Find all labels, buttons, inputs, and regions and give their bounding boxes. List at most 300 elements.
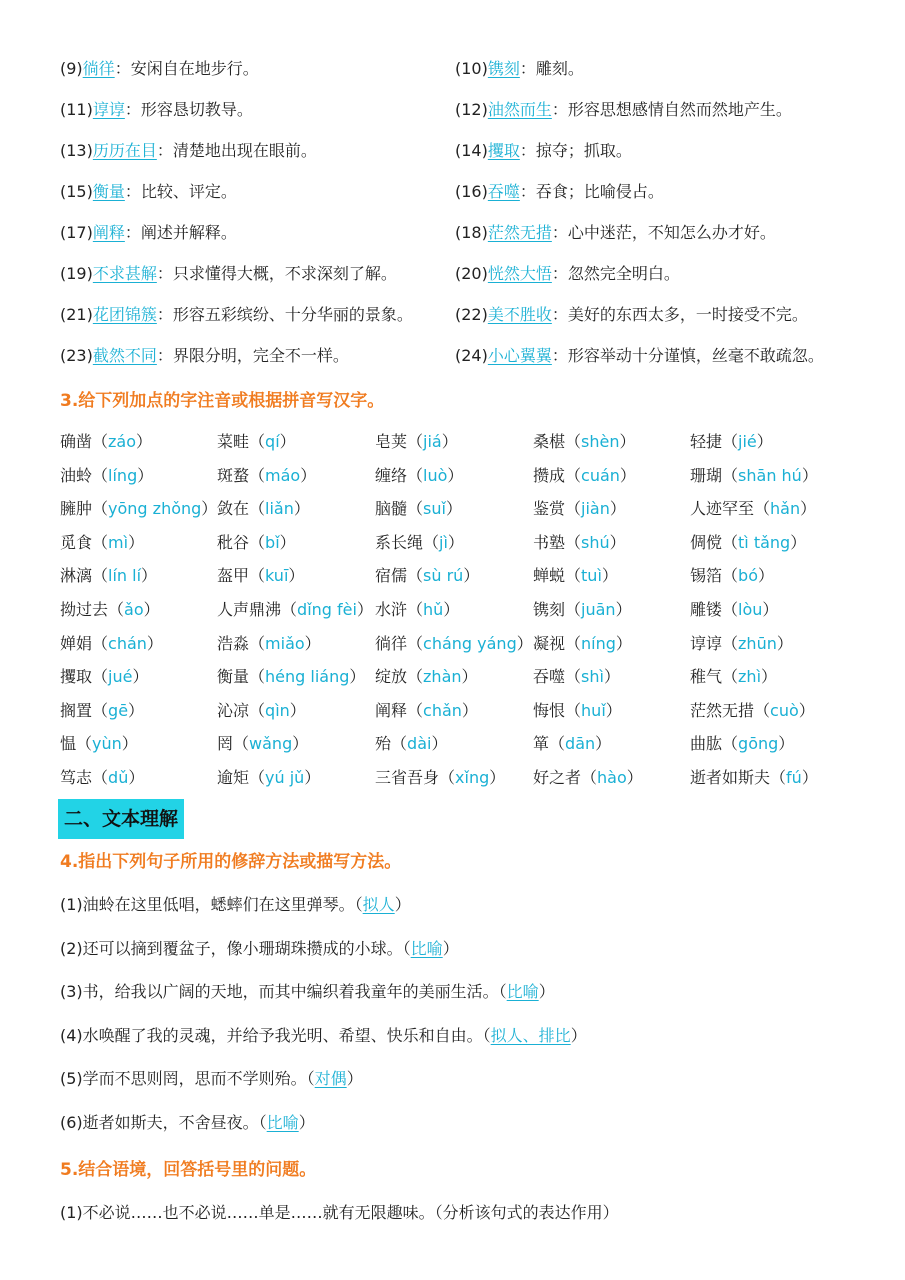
vocab-term: 花团锦簇 <box>92 305 157 324</box>
pinyin-answer: yōng zhǒng <box>108 499 202 519</box>
vocab-item <box>60 341 349 371</box>
open-paren: （ <box>754 700 771 720</box>
open-paren: （ <box>722 566 739 586</box>
open-paren: （ <box>249 700 266 720</box>
close-paren: ） <box>137 465 154 485</box>
open-paren: （ <box>92 700 109 720</box>
pinyin-item <box>690 427 773 457</box>
close-paren: ） <box>146 633 163 653</box>
open-paren: （ <box>108 600 125 619</box>
close-paren: ） <box>300 465 317 485</box>
pinyin-answer: huǐ <box>581 700 606 720</box>
pinyin-item <box>217 528 296 558</box>
pinyin-item <box>217 629 321 659</box>
open-paren: （ <box>770 768 787 787</box>
pinyin-item <box>60 662 148 692</box>
open-paren: （ <box>92 532 109 552</box>
open-paren: （ <box>281 600 298 619</box>
pinyin-row <box>60 763 860 793</box>
pinyin-answer: fú <box>786 768 802 787</box>
open-paren: （ <box>249 465 266 485</box>
word: 曲肱 <box>690 734 723 754</box>
word: 秕谷 <box>217 532 250 552</box>
word: 悔恨 <box>533 700 566 720</box>
word: 皂荚 <box>375 432 408 451</box>
open-paren: （ <box>249 566 266 586</box>
vocab-term: 镌刻 <box>487 59 520 78</box>
vocab-definition: ：形容举动十分谨慎，丝毫不敢疏忽。 <box>551 346 824 365</box>
pinyin-item <box>60 561 157 591</box>
pinyin-answer: jié <box>738 432 757 451</box>
open-paren: （ <box>407 432 424 451</box>
open-paren: （ <box>722 667 739 687</box>
vocab-row <box>60 177 860 207</box>
close-paren: ） <box>776 633 793 653</box>
close-paren: ） <box>289 700 306 720</box>
vocab-term: 油然而生 <box>487 100 552 119</box>
pinyin-item <box>60 494 217 524</box>
word: 阐释 <box>375 700 408 720</box>
vocab-row <box>60 95 860 125</box>
pinyin-answer: qìn <box>265 700 290 720</box>
pinyin-answer: zhì <box>738 667 762 687</box>
answer: 比喻 <box>266 1113 299 1132</box>
open-paren: （ <box>407 566 424 586</box>
question-item: (1)不必说……也不必说……单是……就有无限趣味。（分析该句式的表达作用） <box>60 1203 619 1222</box>
vocab-definition: ：形容思想感情自然而然地产生。 <box>551 100 792 119</box>
word: 系长绳 <box>375 532 424 552</box>
close-paren: ） <box>121 734 138 754</box>
open-paren: （ <box>233 734 250 754</box>
vocab-term: 截然不同 <box>92 346 157 365</box>
pinyin-answer: qí <box>265 432 280 451</box>
open-paren: （ <box>565 600 582 619</box>
vocab-item <box>60 259 397 289</box>
pinyin-answer: dān <box>565 734 596 754</box>
open-paren: （ <box>549 734 566 754</box>
vocab-definition: ：比较、评定。 <box>124 182 237 201</box>
pinyin-answer: hǔ <box>423 600 444 619</box>
pinyin-item <box>533 427 636 457</box>
vocab-term: 恍然大悟 <box>487 264 552 283</box>
pinyin-answer: shān hú <box>738 465 802 485</box>
pinyin-answer: dài <box>407 734 432 754</box>
vocab-definition: ：雕刻。 <box>519 59 584 78</box>
word: 敛在 <box>217 499 250 519</box>
pinyin-answer: lòu <box>738 600 763 619</box>
pinyin-item <box>533 528 626 558</box>
close-paren: ） <box>516 633 533 653</box>
close-paren: ） <box>132 667 149 687</box>
item-number: (14) <box>455 141 488 160</box>
pinyin-answer: wǎng <box>249 734 293 754</box>
pinyin-answer: yùn <box>92 734 122 754</box>
close-paren: ） <box>778 734 795 754</box>
pinyin-item <box>690 461 818 491</box>
pinyin-item <box>375 729 447 759</box>
item-number: (12) <box>455 100 488 119</box>
word: 箪 <box>533 734 550 754</box>
word: 脑髓 <box>375 499 408 519</box>
pinyin-answer: gē <box>108 700 129 720</box>
word: 雕镂 <box>690 600 723 619</box>
question-text: (5)学而不思则罔，思而不学则殆。（ <box>60 1069 315 1089</box>
word: 罔 <box>217 734 234 754</box>
answer: 比喻 <box>506 982 539 1002</box>
answer: 对偶 <box>314 1069 347 1089</box>
open-paren: （ <box>722 465 739 485</box>
item-number: (19) <box>60 264 93 283</box>
open-paren: （ <box>722 734 739 754</box>
pinyin-item <box>60 729 138 759</box>
vocab-term: 谆谆 <box>92 100 125 119</box>
pinyin-item <box>217 561 304 591</box>
item-number: (18) <box>455 223 488 242</box>
pinyin-item <box>533 595 632 625</box>
vocab-definition: ：安闲自在地步行。 <box>114 59 259 78</box>
word: 缠络 <box>375 465 408 485</box>
open-paren: （ <box>565 532 582 552</box>
open-paren: （ <box>722 600 739 619</box>
pinyin-answer: jì <box>439 532 448 552</box>
close-paren: ） <box>356 600 373 619</box>
pinyin-item <box>533 662 620 692</box>
question-3-title: 3.给下列加点的字注音或根据拼音写汉字。 <box>60 391 385 411</box>
close-paren: ） <box>143 600 160 619</box>
close-paren: ） <box>615 633 632 653</box>
close-paren: ） <box>619 432 636 451</box>
word: 稚气 <box>690 667 723 687</box>
pinyin-answer: níng <box>581 633 616 653</box>
pinyin-item <box>533 561 618 591</box>
close-paren: ） <box>445 499 462 519</box>
pinyin-item <box>60 427 152 457</box>
vocab-definition: ：吞食；比喻侵占。 <box>519 182 664 201</box>
pinyin-row <box>60 595 860 625</box>
pinyin-row <box>60 461 860 491</box>
pinyin-answer: bǐ <box>265 532 280 552</box>
open-paren: （ <box>407 700 424 720</box>
close-paren: ） <box>279 532 296 552</box>
pinyin-answer: dǐng fèi <box>297 600 357 619</box>
pinyin-answer: jiá <box>423 432 442 451</box>
word: 浩淼 <box>217 633 250 653</box>
pinyin-answer: bó <box>738 566 758 586</box>
vocab-definition: ：心中迷茫，不知怎么办才好。 <box>551 223 776 242</box>
close-paren: ） <box>279 432 296 451</box>
close-paren: ） <box>757 566 774 586</box>
pinyin-row <box>60 662 860 692</box>
close-paren: ） <box>538 982 555 1002</box>
pinyin-item <box>217 461 316 491</box>
vocab-item <box>60 95 253 125</box>
pinyin-answer: mì <box>108 532 129 552</box>
question-text: (6)逝者如斯夫，不舍昼夜。（ <box>60 1113 267 1132</box>
close-paren: ） <box>128 532 145 552</box>
pinyin-item <box>375 528 464 558</box>
vocab-term: 阐释 <box>92 223 125 242</box>
pinyin-item <box>217 696 306 726</box>
close-paren: ） <box>304 768 321 787</box>
answer: 比喻 <box>410 938 443 958</box>
pinyin-row <box>60 427 860 457</box>
pinyin-row <box>60 696 860 726</box>
pinyin-item <box>60 461 153 491</box>
vocab-item <box>60 177 237 207</box>
close-paren: ） <box>762 600 779 619</box>
pinyin-row <box>60 561 860 591</box>
question-5-title: 5.结合语境，回答括号里的问题。 <box>60 1160 317 1180</box>
close-paren: ） <box>615 600 632 619</box>
open-paren: （ <box>92 499 109 519</box>
vocab-term: 茫然无措 <box>487 223 552 242</box>
vocab-term: 小心翼翼 <box>487 346 552 365</box>
pinyin-item <box>690 494 816 524</box>
word: 菜畦 <box>217 432 250 451</box>
pinyin-answer: chǎn <box>423 700 462 720</box>
pinyin-item <box>375 763 505 793</box>
pinyin-row <box>60 528 860 558</box>
pinyin-item <box>60 595 160 625</box>
pinyin-item <box>690 629 793 659</box>
vocab-definition: ：形容五彩缤纷、十分华丽的景象。 <box>156 305 413 324</box>
vocab-term: 徜徉 <box>82 59 115 78</box>
pinyin-answer: jué <box>108 667 133 687</box>
section-2-title: 二、文本理解 <box>58 799 184 839</box>
pinyin-answer: yú jǔ <box>265 768 305 787</box>
pinyin-item <box>533 729 611 759</box>
pinyin-answer: sù rú <box>423 566 464 586</box>
pinyin-item <box>375 662 478 692</box>
pinyin-answer: chán <box>108 633 147 653</box>
vocab-row <box>60 136 860 166</box>
open-paren: （ <box>249 499 266 519</box>
vocab-item <box>60 300 413 330</box>
open-paren: （ <box>565 465 582 485</box>
question-item <box>60 1064 363 1094</box>
vocab-definition: ：掠夺；抓取。 <box>519 141 632 160</box>
answer: 拟人、排比 <box>490 1025 571 1045</box>
close-paren: ） <box>801 465 818 485</box>
word: 书塾 <box>533 532 566 552</box>
close-paren: ） <box>201 499 218 519</box>
vocab-definition: ：界限分明，完全不一样。 <box>156 346 349 365</box>
close-paren: ） <box>136 432 153 451</box>
vocab-definition: ：阐述并解释。 <box>124 223 237 242</box>
vocab-term: 美不胜收 <box>487 305 552 324</box>
close-paren: ） <box>609 499 626 519</box>
close-paren: ） <box>141 566 158 586</box>
open-paren: （ <box>407 667 424 687</box>
close-paren: ） <box>601 566 618 586</box>
pinyin-item <box>375 494 462 524</box>
close-paren: ） <box>626 768 643 787</box>
close-paren: ） <box>441 432 458 451</box>
word: 好之者 <box>533 768 582 787</box>
close-paren: ） <box>461 700 478 720</box>
vocab-term: 不求甚解 <box>92 264 157 283</box>
open-paren: （ <box>407 633 424 653</box>
close-paren: ） <box>394 895 411 914</box>
close-paren: ） <box>463 566 480 586</box>
pinyin-answer: ǎo <box>124 600 144 619</box>
open-paren: （ <box>565 499 582 519</box>
question-text: (2)还可以摘到覆盆子，像小珊瑚珠攒成的小球。（ <box>60 938 411 958</box>
open-paren: （ <box>439 768 456 787</box>
item-number: (21) <box>60 305 93 324</box>
close-paren: ） <box>798 700 815 720</box>
word: 蝉蜕 <box>533 566 566 586</box>
pinyin-answer: suǐ <box>423 499 446 519</box>
word: 鉴赏 <box>533 499 566 519</box>
pinyin-answer: héng liáng <box>265 667 350 687</box>
pinyin-answer: liǎn <box>265 499 294 519</box>
open-paren: （ <box>92 633 109 653</box>
word: 谆谆 <box>690 633 723 653</box>
close-paren: ） <box>800 499 817 519</box>
vocab-item <box>455 136 632 166</box>
question-item <box>60 977 555 1007</box>
vocab-item <box>60 218 237 248</box>
close-paren: ） <box>761 667 778 687</box>
open-paren: （ <box>249 768 266 787</box>
vocab-term: 衡量 <box>92 182 125 201</box>
open-paren: （ <box>722 532 739 552</box>
pinyin-item <box>690 528 806 558</box>
pinyin-answer: cuò <box>770 700 799 720</box>
vocab-item <box>60 54 259 84</box>
close-paren: ） <box>609 532 626 552</box>
pinyin-item <box>60 528 144 558</box>
pinyin-item <box>217 494 310 524</box>
open-paren: （ <box>407 465 424 485</box>
question-text: (4)水唤醒了我的灵魂，并给予我光明、希望、快乐和自由。（ <box>60 1025 491 1045</box>
vocab-row <box>60 341 860 371</box>
open-paren: （ <box>92 432 109 451</box>
open-paren: （ <box>92 768 109 787</box>
item-number: (20) <box>455 264 488 283</box>
close-paren: ） <box>447 532 464 552</box>
word: 宿儒 <box>375 566 408 586</box>
word: 盔甲 <box>217 566 250 586</box>
open-paren: （ <box>722 633 739 653</box>
pinyin-item <box>533 763 643 793</box>
word: 斑蝥 <box>217 465 250 485</box>
word: 逝者如斯夫 <box>690 768 771 787</box>
pinyin-item <box>690 595 778 625</box>
close-paren: ） <box>595 734 612 754</box>
word: 攒成 <box>533 465 566 485</box>
item-number: (11) <box>60 100 93 119</box>
item-number: (13) <box>60 141 93 160</box>
open-paren: （ <box>249 532 266 552</box>
pinyin-answer: hào <box>597 768 627 787</box>
close-paren: ） <box>619 465 636 485</box>
close-paren: ） <box>128 768 145 787</box>
pinyin-item <box>375 427 458 457</box>
vocab-item <box>455 177 664 207</box>
pinyin-item <box>690 763 818 793</box>
pinyin-row <box>60 494 860 524</box>
pinyin-answer: gōng <box>738 734 779 754</box>
close-paren: ） <box>801 768 818 787</box>
word: 攫取 <box>60 667 93 687</box>
close-paren: ） <box>128 700 145 720</box>
word: 笃志 <box>60 768 93 787</box>
pinyin-answer: zhàn <box>423 667 462 687</box>
vocab-term: 吞噬 <box>487 182 520 201</box>
close-paren: ） <box>349 667 366 687</box>
close-paren: ） <box>756 432 773 451</box>
close-paren: ） <box>304 633 321 653</box>
open-paren: （ <box>92 566 109 586</box>
word: 凝视 <box>533 633 566 653</box>
item-number: (17) <box>60 223 93 242</box>
close-paren: ） <box>288 566 305 586</box>
pinyin-item <box>375 595 459 625</box>
item-number: (24) <box>455 346 488 365</box>
item-number: (10) <box>455 59 488 78</box>
pinyin-answer: dǔ <box>108 768 129 787</box>
pinyin-item <box>217 763 320 793</box>
open-paren: （ <box>92 465 109 485</box>
vocab-item <box>455 218 776 248</box>
close-paren: ） <box>293 499 310 519</box>
item-number: (16) <box>455 182 488 201</box>
vocab-item <box>455 95 792 125</box>
vocab-definition: ：清楚地出现在眼前。 <box>156 141 317 160</box>
question-text: (3)书，给我以广阔的天地，而其中编织着我童年的美丽生活。（ <box>60 982 507 1002</box>
vocab-definition: ：形容恳切教导。 <box>124 100 253 119</box>
close-paren: ） <box>298 1113 315 1132</box>
open-paren: （ <box>565 633 582 653</box>
open-paren: （ <box>581 768 598 787</box>
pinyin-answer: juān <box>581 600 616 619</box>
answer: 拟人 <box>362 895 395 914</box>
pinyin-answer: shú <box>581 532 610 552</box>
pinyin-item <box>690 662 777 692</box>
question-text: (1)油蛉在这里低唱，蟋蟀们在这里弹琴。（ <box>60 895 363 914</box>
open-paren: （ <box>92 667 109 687</box>
close-paren: ） <box>603 667 620 687</box>
word: 愠 <box>60 734 77 754</box>
open-paren: （ <box>565 667 582 687</box>
pinyin-answer: xǐng <box>455 768 490 787</box>
word: 吞噬 <box>533 667 566 687</box>
close-paren: ） <box>790 532 807 552</box>
word: 桑椹 <box>533 432 566 451</box>
close-paren: ） <box>570 1025 587 1045</box>
item-number: (9) <box>60 59 83 78</box>
close-paren: ） <box>443 600 460 619</box>
pinyin-answer: hǎn <box>770 499 801 519</box>
word: 拗过去 <box>60 600 109 619</box>
pinyin-answer: zhūn <box>738 633 777 653</box>
vocab-row <box>60 300 860 330</box>
word: 觅食 <box>60 532 93 552</box>
pinyin-item <box>217 595 373 625</box>
vocab-item <box>455 300 808 330</box>
open-paren: （ <box>249 633 266 653</box>
pinyin-answer: cháng yáng <box>423 633 517 653</box>
pinyin-item <box>60 696 144 726</box>
question-item <box>60 934 459 964</box>
open-paren: （ <box>407 600 424 619</box>
question-item <box>60 890 411 920</box>
pinyin-item <box>533 696 622 726</box>
question-item <box>60 1108 315 1138</box>
close-paren: ） <box>461 667 478 687</box>
